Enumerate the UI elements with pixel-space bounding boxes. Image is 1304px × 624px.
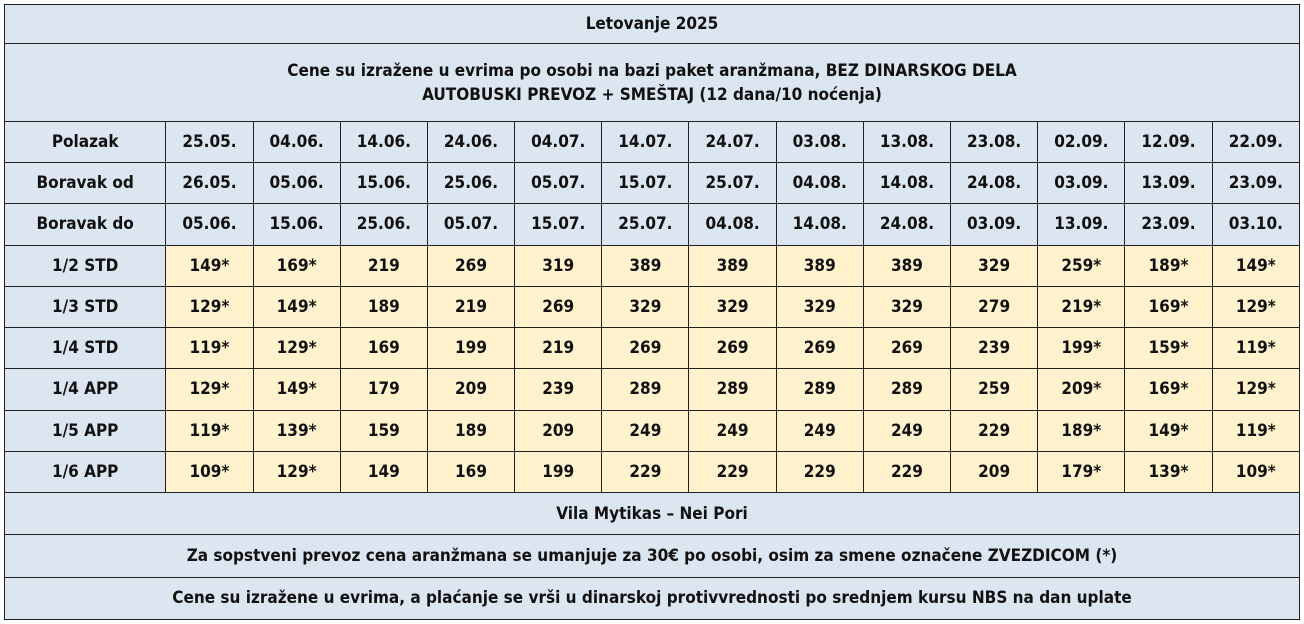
- price-cell: 329: [951, 245, 1038, 286]
- price-cell: 329: [776, 286, 863, 327]
- price-cell: 269: [863, 328, 950, 369]
- price-cell: 329: [602, 286, 689, 327]
- date-cell: 04.08.: [776, 163, 863, 204]
- price-cell: 149*: [253, 286, 340, 327]
- table-row-price: [5, 286, 1300, 327]
- price-cell: 109*: [166, 451, 253, 492]
- price-cell: 279: [951, 286, 1038, 327]
- date-cell: 25.06.: [427, 163, 514, 204]
- table-row-price: [5, 451, 1300, 492]
- price-cell: 219: [515, 328, 602, 369]
- price-cell: 199*: [1038, 328, 1125, 369]
- subtitle-line-2: AUTOBUSKI PREVOZ + SMEŠTAJ (12 dana/10 noćenja): [422, 84, 882, 105]
- price-cell: 259: [951, 369, 1038, 410]
- price-cell: 289: [602, 369, 689, 410]
- price-cell: 209*: [1038, 369, 1125, 410]
- price-cell: 159*: [1125, 328, 1212, 369]
- subtitle-line-1: Cene su izražene u evrima po osobi na bazi paket aranžmana, BEZ DINARSKOG DELA: [287, 60, 1017, 81]
- date-cell: 14.06.: [340, 121, 427, 162]
- price-cell: 219*: [1038, 286, 1125, 327]
- price-cell: 269: [776, 328, 863, 369]
- date-cell: 15.07.: [515, 204, 602, 245]
- price-cell: 209: [427, 369, 514, 410]
- price-cell: 389: [689, 245, 776, 286]
- date-cell: 03.08.: [776, 121, 863, 162]
- price-cell: 269: [689, 328, 776, 369]
- price-cell: 289: [776, 369, 863, 410]
- date-cell: 13.09.: [1125, 163, 1212, 204]
- room-type-label: 1/2 STD: [5, 245, 166, 286]
- table-row-price: [5, 328, 1300, 369]
- table-row-price: [5, 410, 1300, 451]
- price-cell: 149*: [1212, 245, 1299, 286]
- price-cell: 229: [689, 451, 776, 492]
- price-cell: 179*: [1038, 451, 1125, 492]
- date-cell: 03.10.: [1212, 204, 1299, 245]
- price-cell: 229: [602, 451, 689, 492]
- date-cell: 24.08.: [863, 204, 950, 245]
- price-cell: 179: [340, 369, 427, 410]
- room-type-label: 1/3 STD: [5, 286, 166, 327]
- price-cell: 249: [602, 410, 689, 451]
- room-type-label: 1/5 APP: [5, 410, 166, 451]
- price-cell: 219: [427, 286, 514, 327]
- price-cell: 119*: [1212, 328, 1299, 369]
- date-cell: 15.06.: [253, 204, 340, 245]
- date-cell: 03.09.: [951, 204, 1038, 245]
- price-cell: 189: [427, 410, 514, 451]
- price-cell: 189*: [1125, 245, 1212, 286]
- date-cell: 05.07.: [515, 163, 602, 204]
- price-cell: 169: [340, 328, 427, 369]
- room-type-label: 1/4 APP: [5, 369, 166, 410]
- room-type-label: 1/6 APP: [5, 451, 166, 492]
- date-cell: 24.08.: [951, 163, 1038, 204]
- date-cell: 23.09.: [1212, 163, 1299, 204]
- date-cell: 22.09.: [1212, 121, 1299, 162]
- price-cell: 319: [515, 245, 602, 286]
- price-cell: 149*: [253, 369, 340, 410]
- price-cell: 189: [340, 286, 427, 327]
- price-cell: 329: [863, 286, 950, 327]
- date-cell: 25.07.: [689, 163, 776, 204]
- price-cell: 209: [515, 410, 602, 451]
- price-cell: 129*: [1212, 286, 1299, 327]
- date-cell: 02.09.: [1038, 121, 1125, 162]
- date-cell: 14.08.: [776, 204, 863, 245]
- row-label: Polazak: [5, 121, 166, 162]
- date-cell: 15.07.: [602, 163, 689, 204]
- date-cell: 25.06.: [340, 204, 427, 245]
- price-cell: 229: [776, 451, 863, 492]
- price-cell: 169*: [1125, 369, 1212, 410]
- price-cell: 129*: [166, 286, 253, 327]
- date-cell: 23.08.: [951, 121, 1038, 162]
- price-cell: 139*: [1125, 451, 1212, 492]
- date-cell: 14.08.: [863, 163, 950, 204]
- price-cell: 129*: [253, 451, 340, 492]
- table-row-price: [5, 245, 1300, 286]
- price-cell: 129*: [166, 369, 253, 410]
- price-cell: 129*: [1212, 369, 1299, 410]
- date-cell: 25.07.: [602, 204, 689, 245]
- table-row-polazak: [5, 121, 1300, 162]
- date-cell: 04.08.: [689, 204, 776, 245]
- price-cell: 149*: [1125, 410, 1212, 451]
- date-cell: 04.07.: [515, 121, 602, 162]
- price-cell: 159: [340, 410, 427, 451]
- price-cell: 189*: [1038, 410, 1125, 451]
- table-row-boravak-od: [5, 163, 1300, 204]
- price-cell: 249: [863, 410, 950, 451]
- price-cell: 389: [776, 245, 863, 286]
- table-row-boravak-do: [5, 204, 1300, 245]
- table-subtitle: [5, 44, 1300, 122]
- date-cell: 05.07.: [427, 204, 514, 245]
- price-cell: 229: [863, 451, 950, 492]
- price-cell: 259*: [1038, 245, 1125, 286]
- price-cell: 239: [951, 328, 1038, 369]
- price-cell: 149*: [166, 245, 253, 286]
- price-cell: 249: [776, 410, 863, 451]
- transport-note: Za sopstveni prevoz cena aranžmana se umanjuje za 30€ po osobi, osim za smene označene ZVEZDICOM (*): [5, 535, 1300, 577]
- price-cell: 249: [689, 410, 776, 451]
- row-label: Boravak do: [5, 204, 166, 245]
- date-cell: 04.06.: [253, 121, 340, 162]
- date-cell: 14.07.: [602, 121, 689, 162]
- price-cell: 119*: [1212, 410, 1299, 451]
- price-cell: 269: [602, 328, 689, 369]
- price-cell: 139*: [253, 410, 340, 451]
- date-cell: 05.06.: [166, 204, 253, 245]
- table-title: Letovanje 2025: [5, 5, 1300, 44]
- price-cell: 219: [340, 245, 427, 286]
- date-cell: 13.09.: [1038, 204, 1125, 245]
- price-cell: 289: [689, 369, 776, 410]
- price-cell: 389: [602, 245, 689, 286]
- villa-name: Vila Mytikas – Nei Pori: [5, 493, 1300, 535]
- date-cell: 13.08.: [863, 121, 950, 162]
- price-cell: 269: [515, 286, 602, 327]
- price-cell: 109*: [1212, 451, 1299, 492]
- date-cell: 24.06.: [427, 121, 514, 162]
- date-cell: 05.06.: [253, 163, 340, 204]
- price-cell: 199: [515, 451, 602, 492]
- date-cell: 15.06.: [340, 163, 427, 204]
- price-cell: 169*: [1125, 286, 1212, 327]
- price-cell: 119*: [166, 410, 253, 451]
- price-cell: 119*: [166, 328, 253, 369]
- row-label: Boravak od: [5, 163, 166, 204]
- date-cell: 23.09.: [1125, 204, 1212, 245]
- price-cell: 289: [863, 369, 950, 410]
- date-cell: 25.05.: [166, 121, 253, 162]
- payment-note: Cene su izražene u evrima, a plaćanje se vrši u dinarskoj protivvrednosti po srednjem kursu NBS na dan uplate: [5, 577, 1300, 619]
- price-cell: 149: [340, 451, 427, 492]
- price-cell: 199: [427, 328, 514, 369]
- price-cell: 389: [863, 245, 950, 286]
- price-cell: 169*: [253, 245, 340, 286]
- date-cell: 03.09.: [1038, 163, 1125, 204]
- price-cell: 209: [951, 451, 1038, 492]
- price-cell: 329: [689, 286, 776, 327]
- date-cell: 12.09.: [1125, 121, 1212, 162]
- price-cell: 239: [515, 369, 602, 410]
- price-cell: 129*: [253, 328, 340, 369]
- price-cell: 269: [427, 245, 514, 286]
- price-cell: 169: [427, 451, 514, 492]
- price-cell: 229: [951, 410, 1038, 451]
- date-cell: 26.05.: [166, 163, 253, 204]
- price-table: [4, 4, 1300, 620]
- table-row-price: [5, 369, 1300, 410]
- date-cell: 24.07.: [689, 121, 776, 162]
- room-type-label: 1/4 STD: [5, 328, 166, 369]
